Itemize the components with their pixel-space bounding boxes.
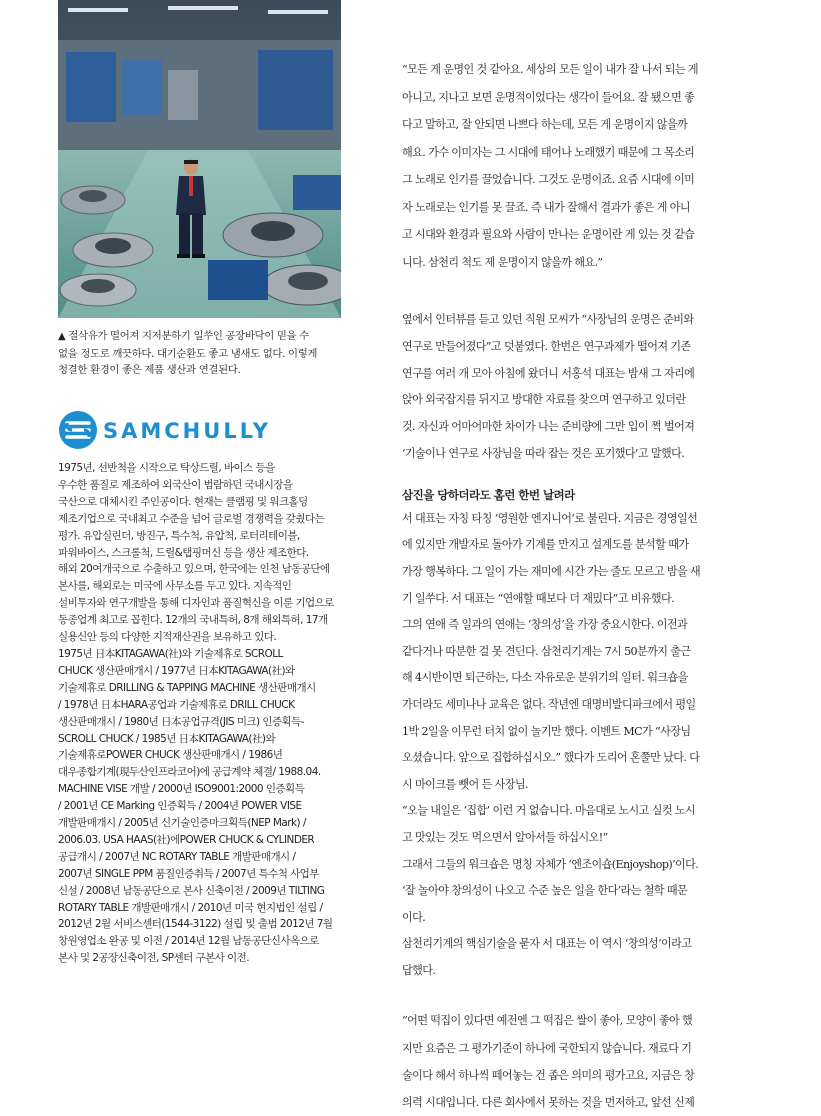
engineer-paragraph: 서 대표는 자칭 타칭 ‘영원한 엔지니어’로 불린다. 지금은 경영일선 에 있지만 개발자로 돌아가 기계를 만지고 설계도를 분석할 때가 가장 행복하다. 그 일이 가는 재미에 시간 가는 줄도 모르고 밤을 새 기 일쑤다. 서 대표는 “연애할 때보다 더 재밌다”고 비유했다. 그의 연애 즉 일과의 연애는 ‘창의성’을 가장 중요시한다. 이전과 같다거나 따분한 걸 못 견딘다. 삼천리기계는 7시 50분까지 출근 해 4시반이면 퇴근하는, 다소 자유로운 분위기의 일터. 워크숍을 가더라도 세미나나 교육은 없다. 작년엔 대명비발디파크에서 평일 1박 2일을 이무런 터치 없이 놀기만 했다. 이벤트 MC가 “사장님 오셨습니다. 앞으로 집합하십시오.” 했다가 도리어 혼쭐만 났다. 다 시 마이크를 뺏어 든 사장님. “오늘 내일은 ‘집합’ 이런 거 없습니다. 마음대로 노시고 실컷 노시 고 맛있는 것도 먹으면서 알아서들 하십시오!” 그래서 그들의 워크숍은 명칭 자체가 ‘엔조이숍(Enjoyshop)’이다. ‘잘 놀아야 창의성이 나오고 수준 높은 일을 한다’라는 철학 때문 이다. 삼천리기계의 핵심기술을 묻자 서 대표는 이 역시 ‘창의성’이라고 답했다. — [402, 511, 701, 977]
factory-photo — [58, 0, 341, 318]
samchully-logo-mark — [58, 410, 298, 450]
samchully-logo — [58, 410, 298, 450]
quote-paragraph: “모든 게 운명인 것 같아요. 세상의 모든 일이 내가 잘 나서 되는 게 아니고, 지나고 보면 운명적이었다는 생각이 들어요. 잘 됐으면 좋 다고 말하고, 잘 안되면 나쁘다 하는데, 모든 게 운명이지 않을까 해요. 가수 이미자는 그 시대에 태어나 노래했기 때문에 그 목소리 그 노래로 인기를 끌었습니다. 그것도 운명이죠. 요즘 시대에 이미 자 노래로는 인기를 못 끌죠. 즉 내가 잘해서 결과가 좋은 게 아니 고 시대와 환경과 필요와 사람이 만나는 운명이란 게 있는 것 같습 니다. 삼천리 척도 제 운명이지 않을까 해요.” — [402, 63, 699, 269]
caption-marker: ▲ — [58, 331, 66, 342]
logo-wordmark: SAMCHULLY — [103, 419, 272, 443]
photo-caption — [58, 328, 348, 379]
article-body — [402, 56, 727, 1116]
factory-photo-illustration — [58, 0, 341, 318]
company-history: 1975년, 선반척을 시작으로 탁상드릴, 바이스 등을 우수한 품질로 제조하여 외국산이 범람하던 국내시장을 국산으로 대체시킨 주인공이다. 현재는 클램핑 및 워크홀딩 제조기업으로 국내최고 수준을 넘어 글로벌 경쟁력을 갖췄다는 평가. 유압실린더, 방진구, 특수척, 유압척, 로터리테이블, 파워바이스, 스크롤척, 드릴&탭핑머신 등을 생산 제조한다. 해외 20여개국으로 수출하고 있으며, 한국에는 인천 남동공단에 본사를, 해외로는 미국에 사무소를 두고 있다. 지속적인 설비투자와 연구개발을 통해 디자인과 품질혁신을 이룬 기업으로 동종업계 최고로 꼽힌다. 12개의 국내특허, 8개 해외특허, 17개 실용신안 등의 다양한 지적재산권을 보유하고 있다. 1975년 日本KITAGAWA(社)와 기술제휴로 SCROLL CHUCK 생산판매개시 / 1977년 日本KITAGAWA(社)와 기술제휴로 DRILLING & TAPPING MACHINE 생산판매개시 / 1978년 日本HARA공업과 기술제휴로 DRILL CHUCK 생산판매개시 / 1980년 日本공업규격(JIS 미크) 인증획득- SCROLL CHUCK / 1985년 日本KITAGAWA(社)와 기술제휴로POWER CHUCK 생산판매개시 / 1986년 대우종합기계(現두산인프라코어)에 공급계약 체결/ 1988.04. MACHINE VISE 개발 / 2000년 ISO9001:2000 인증획득 / 2001년 CE Marking 인증획득 / 2004년 POWER VISE 개발판매개시 / 2005년 신기술인증마크획득(NEP Mark) / 2006.03. USA HAAS(社)에POWER CHUCK & CYLINDER 공급개시 / 2007년 NC ROTARY TABLE 개발판매개시 / 2007년 SINGLE PPM 품질인증취득 / 2007년 특수척 사업부 신설 / 2008년 남동공단으로 본사 신축이전 / 2009년 TILTING ROTARY TABLE 개발판매개시 / 2010년 미국 현지법인 설립 / 2012년 2월 서비스센터(1544-3122) 설립 및 출범 2012년 7월 창원영업소 완공 및 이전 / 2014년 12월 남동공단신사옥으로 본사 및 2공장신축이전, SP센터 구본사 이전. — [58, 462, 334, 965]
employee-paragraph: 옆에서 인터뷰를 듣고 있던 직원 모씨가 “사장님의 운명은 준비와 연구로 만들어졌다”고 덧붙였다. 한번은 연구과제가 떨어져 기존 연구를 여러 개 모아 아침에 왔더니 서홍석 대표는 밤새 그 자리에 앉아 외국잡지를 뒤지고 방대한 자료를 찾으며 연구하고 있더란 것. 자신과 어마어마한 차이가 나는 준비량에 그만 입이 쩍 벌어져 ‘기술이나 연구로 사장님을 따라 잡는 것은 포기했다’고 말했다. — [402, 313, 695, 460]
section-subheading: 삼진을 당하더라도 홈런 한번 날려라 — [402, 487, 575, 502]
caption-text: 절삭유가 떨어져 지저분하기 일쑤인 공장바닥이 믿을 수 없을 정도로 깨끗하다. 대기순환도 좋고 냄새도 없다. 이렇게 청결한 환경이 좋은 제품 생산과 연결된다. — [58, 330, 318, 376]
rice-cake-quote-paragraph: “어떤 떡집이 있다면 예전엔 그 떡집은 쌀이 좋아, 모양이 좋아 했 지만 요즘은 그 평가기준이 하나에 국한되지 않습니다. 재료다 기 술이다 해서 하나씩 떼어놓는 건 좁은 의미의 평가고요, 지금은 창 의력 시대입니다. 다른 회사에서 못하는 것을 먼저하고, 앞선 신제 — [402, 1014, 695, 1110]
